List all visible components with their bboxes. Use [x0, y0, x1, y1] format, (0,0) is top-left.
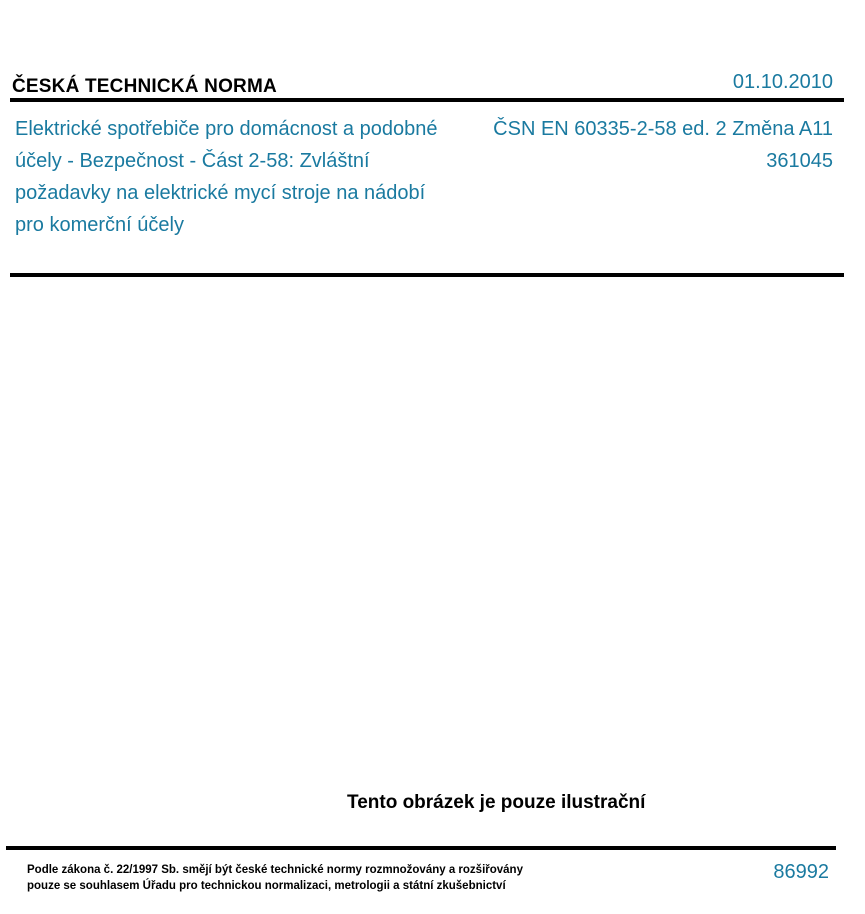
footer-divider: [6, 846, 836, 850]
header-divider: [10, 98, 844, 102]
document-type-label: ČESKÁ TECHNICKÁ NORMA: [12, 76, 277, 97]
title-line: požadavky na elektrické mycí stroje na nádobí: [15, 182, 426, 204]
title-line: účely - Bezpečnost - Část 2-58: Zvláštní: [15, 150, 370, 172]
legal-notice-line: pouze se souhlasem Úřadu pro technickou normalizaci, metrologii a státní zkušebnictví: [27, 880, 506, 892]
title-line: pro komerční účely: [15, 214, 184, 236]
legal-notice: [27, 862, 523, 894]
standard-title: [15, 113, 475, 241]
classification-code: 361045: [766, 150, 833, 172]
legal-notice-line: Podle zákona č. 22/1997 Sb. smějí být české technické normy rozmnožovány a rozšiřovány: [27, 864, 523, 876]
document-number: 86992: [773, 861, 829, 883]
standard-designation: ČSN EN 60335-2-58 ed. 2 Změna A11: [493, 118, 833, 140]
standard-identification: [493, 113, 833, 177]
title-line: Elektrické spotřebiče pro domácnost a podobné: [15, 118, 438, 140]
title-divider: [10, 273, 844, 277]
illustration-note: Tento obrázek je pouze ilustrační: [347, 792, 646, 813]
publication-date: 01.10.2010: [732, 71, 833, 93]
